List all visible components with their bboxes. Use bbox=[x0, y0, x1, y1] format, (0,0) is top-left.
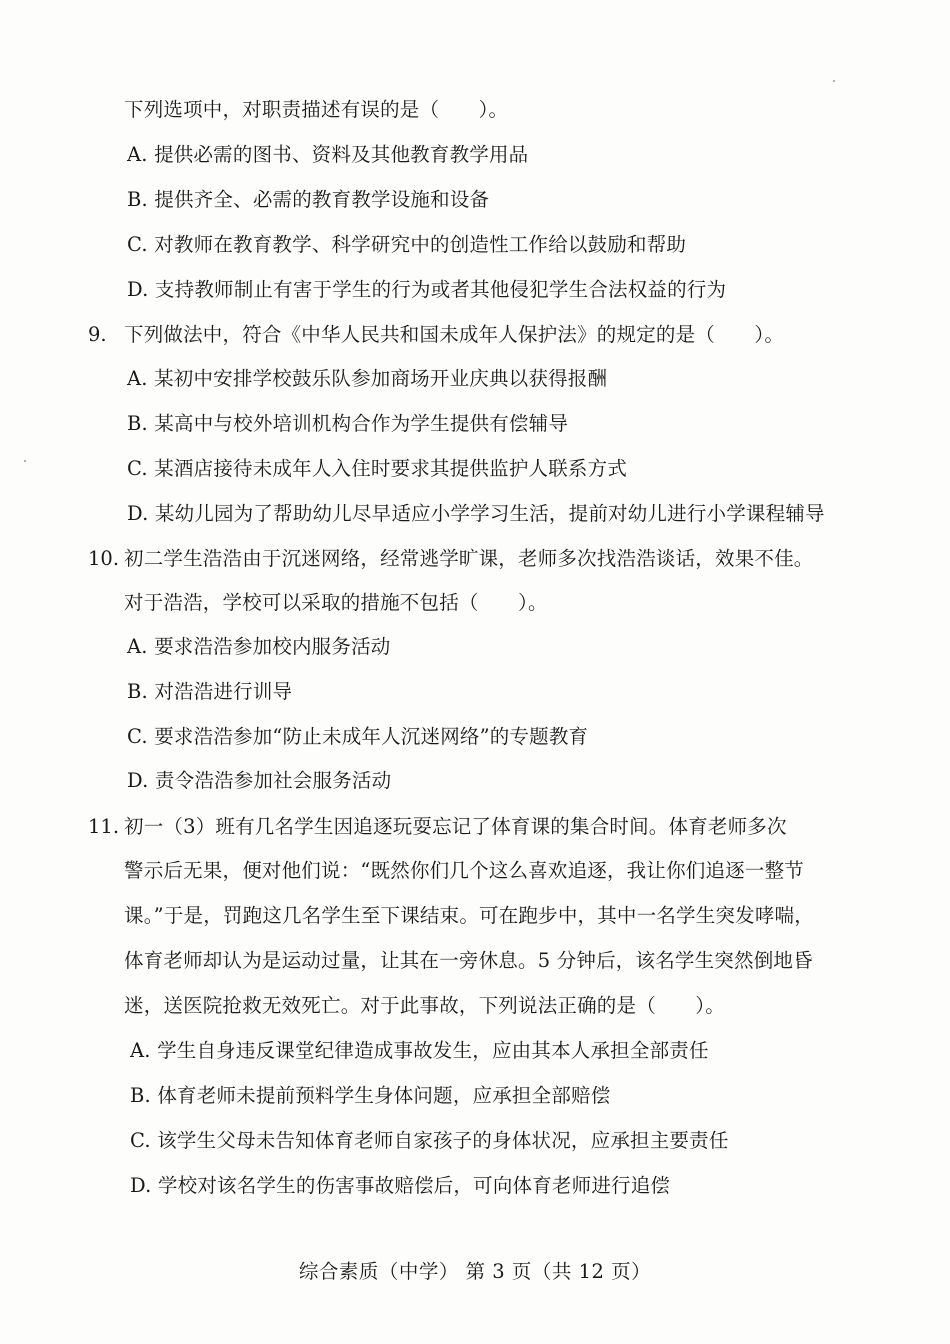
q9-number: 9. bbox=[88, 323, 107, 346]
q8-option-b: B. 提供齐全、必需的教育教学设施和设备 bbox=[127, 188, 490, 211]
q10-option-b: B. 对浩浩进行训导 bbox=[127, 680, 293, 703]
q10-option-a: A. 要求浩浩参加校内服务活动 bbox=[127, 635, 391, 658]
q10-stem-line: 对于浩浩，学校可以采取的措施不包括（ ）。 bbox=[124, 591, 548, 614]
q11-stem-line: 初一（3）班有几名学生因追逐玩耍忘记了体育课的集合时间。体育老师多次 bbox=[124, 815, 787, 838]
q11-stem-line: 警示后无果，便对他们说：“既然你们几个这么喜欢追逐，我让你们追逐一整节 bbox=[124, 859, 804, 882]
q8-option-c: C. 对教师在教育教学、科学研究中的创造性工作给以鼓励和帮助 bbox=[127, 233, 687, 256]
q11-stem-line: 课。”于是，罚跑这几名学生至下课结束。可在跑步中，其中一名学生突发哮喘， bbox=[124, 904, 814, 927]
q10-stem-line: 初二学生浩浩由于沉迷网络，经常逃学旷课，老师多次找浩浩谈话，效果不佳。 bbox=[124, 547, 814, 570]
q8-stem: 下列选项中，对职责描述有误的是（ ）。 bbox=[124, 98, 509, 121]
q9-stem: 下列做法中，符合《中华人民共和国未成年人保护法》的规定的是（ ）。 bbox=[124, 323, 785, 346]
q8-option-d: D. 支持教师制止有害于学生的行为或者其他侵犯学生合法权益的行为 bbox=[127, 278, 727, 301]
q8-option-a: A. 提供必需的图书、资料及其他教育教学用品 bbox=[127, 143, 529, 166]
q10-number: 10. bbox=[88, 547, 120, 570]
q11-option-c: C. 该学生父母未告知体育老师自家孩子的身体状况，应承担主要责任 bbox=[130, 1129, 729, 1152]
q11-stem-line: 迷，送医院抢救无效死亡。对于此事故，下列说法正确的是（ ）。 bbox=[124, 994, 725, 1017]
page-footer: 综合素质（中学） 第 3 页（共 12 页） bbox=[298, 1260, 652, 1283]
q10-option-c: C. 要求浩浩参加“防止未成年人沉迷网络”的专题教育 bbox=[127, 725, 589, 748]
q9-option-c: C. 某酒店接待未成年人入住时要求其提供监护人联系方式 bbox=[127, 457, 628, 480]
q11-option-d: D. 学校对该名学生的伤害事故赔偿后，可向体育老师进行追偿 bbox=[130, 1174, 671, 1197]
q9-option-a: A. 某初中安排学校鼓乐队参加商场开业庆典以获得报酬 bbox=[127, 367, 608, 390]
scan-speck bbox=[24, 460, 26, 462]
q11-stem-line: 体育老师却认为是运动过量，让其在一旁休息。5 分钟后，该名学生突然倒地昏 bbox=[124, 949, 813, 972]
q9-option-d: D. 某幼儿园为了帮助幼儿尽早适应小学学习生活，提前对幼儿进行小学课程辅导 bbox=[127, 502, 825, 525]
q11-number: 11. bbox=[88, 815, 120, 838]
q9-option-b: B. 某高中与校外培训机构合作为学生提供有偿辅导 bbox=[127, 412, 569, 435]
q10-option-d: D. 责令浩浩参加社会服务活动 bbox=[127, 769, 392, 792]
q11-option-a: A. 学生自身违反课堂纪律造成事故发生，应由其本人承担全部责任 bbox=[130, 1039, 709, 1062]
q11-option-b: B. 体育老师未提前预料学生身体问题，应承担全部赔偿 bbox=[130, 1084, 611, 1107]
scan-speck bbox=[833, 80, 835, 82]
